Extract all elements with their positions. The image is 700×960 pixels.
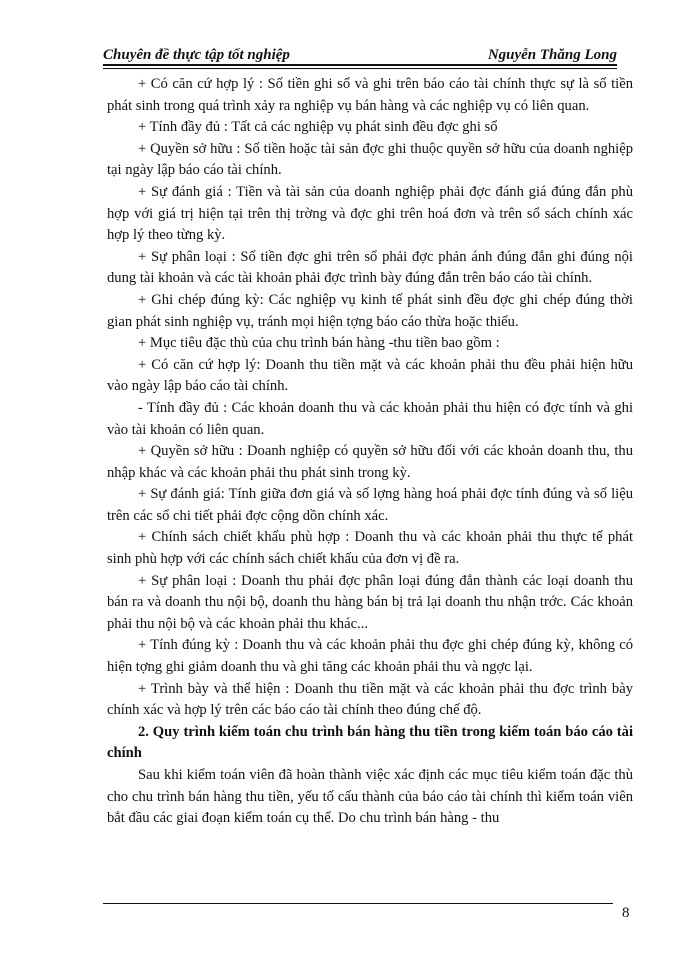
body-paragraph: + Ghi chép đúng kỳ: Các nghiệp vụ kinh tế phát sinh đều đợc ghi chép đúng thời gian phát sinh nghiệp vụ, tránh mọi hiện tợng báo cáo thừa hoặc thiếu.	[107, 291, 633, 330]
body-paragraph: - Tính đầy đủ : Các khoản doanh thu và các khoản phải thu hiện có đợc tính và ghi vào tài khoản có liên quan.	[107, 399, 633, 438]
page-number: 8	[622, 905, 630, 921]
body-paragraph: + Mục tiêu đặc thù của chu trình bán hàng -thu tiền bao gồm :	[138, 335, 500, 352]
body-paragraph: + Sự đánh giá: Tính giữa đơn giá và số lợng hàng hoá phải đợc tính đúng và số liệu trên các sổ chi tiết phải đợc cộng dồn chính xác.	[107, 486, 633, 524]
body-paragraph: + Sự đánh giá : Tiền và tài sản của doanh nghiệp phải đợc đánh giá đúng đắn phù hợp với giá trị hiện tại trên thị trờng và đợc ghi trên hoá đơn và trên sổ sách chính xác hợp lý theo từng kỳ.	[107, 183, 633, 244]
header-rule	[103, 64, 617, 66]
body-paragraph: + Tính đúng kỳ : Doanh thu và các khoản phải thu đợc ghi chép đúng kỳ, không có hiện tợng ghi giảm doanh thu và ghi tăng các khoản phải thu và ngợc lại.	[107, 637, 633, 676]
body-text	[107, 74, 633, 830]
body-paragraph: + Trình bày và thể hiện : Doanh thu tiền mặt và các khoản phải thu đợc trình bày chính xác và hợp lý trên các báo cáo tài chính theo đúng chế độ.	[107, 680, 633, 719]
header-title: Chuyên đề thực tập tốt nghiệp	[103, 47, 290, 63]
body-paragraph: + Chính sách chiết khấu phù hợp : Doanh thu và các khoản phải thu thực tế phát sinh phù hợp với các chính sách chiết khấu của đơn vị đề ra.	[107, 529, 633, 568]
section-heading: 2. Quy trình kiểm toán chu trình bán hàng thu tiền trong kiểm toán báo cáo tài chính	[107, 723, 633, 762]
body-paragraph: + Có căn cứ hợp lý : Số tiền ghi sổ và ghi trên báo cáo tài chính thực sự là số tiền phát sinh trong quá trình xảy ra nghiệp vụ bán hàng và các nghiệp vụ có liên quan.	[107, 76, 633, 114]
body-paragraph: + Sự phân loại : Doanh thu phải đợc phân loại đúng đắn thành các loại doanh thu bán ra và doanh thu nội bộ, doanh thu hàng bán bị trả lại doanh thu nhận trớc. Các khoản phải thu nội bộ và các khoản phải thu khác...	[107, 572, 633, 632]
body-paragraph: + Sự phân loại : Số tiền đợc ghi trên sổ phải đợc phản ánh đúng đắn ghi đúng nội dung tài khoản và các tài khoản phải đợc trình bày đúng đắn trên báo cáo tài chính.	[107, 248, 633, 287]
running-header	[103, 38, 617, 64]
body-paragraph: + Tính đầy đủ : Tất cả các nghiệp vụ phát sinh đều đợc ghi sổ	[138, 119, 498, 136]
footer-rule	[103, 903, 613, 904]
header-author: Nguyễn Thăng Long	[487, 47, 617, 63]
header-rule-secondary	[103, 68, 617, 69]
body-paragraph: Sau khi kiểm toán viên đã hoàn thành việc xác định các mục tiêu kiểm toán đặc thù cho chu trình bán hàng thu tiền, yếu tố cấu thành của báo cáo tài chính thì kiểm toán viên bắt đầu các giai đoạn kiểm toán cụ thể. Do chu trình bán hàng - thu	[107, 767, 633, 827]
body-paragraph: + Quyền sở hữu : Số tiền hoặc tài sản đợc ghi thuộc quyền sở hữu của doanh nghiệp tại ngày lập báo cáo tài chính.	[107, 140, 633, 179]
body-paragraph: + Có căn cứ hợp lý: Doanh thu tiền mặt và các khoản phải thu đều phải hiện hữu vào ngày lập báo cáo tài chính.	[107, 356, 633, 395]
body-paragraph: + Quyền sở hữu : Doanh nghiệp có quyền sở hữu đối với các khoản doanh thu, thu nhập khác và các khoản phải thu phát sinh trong kỳ.	[107, 443, 633, 481]
